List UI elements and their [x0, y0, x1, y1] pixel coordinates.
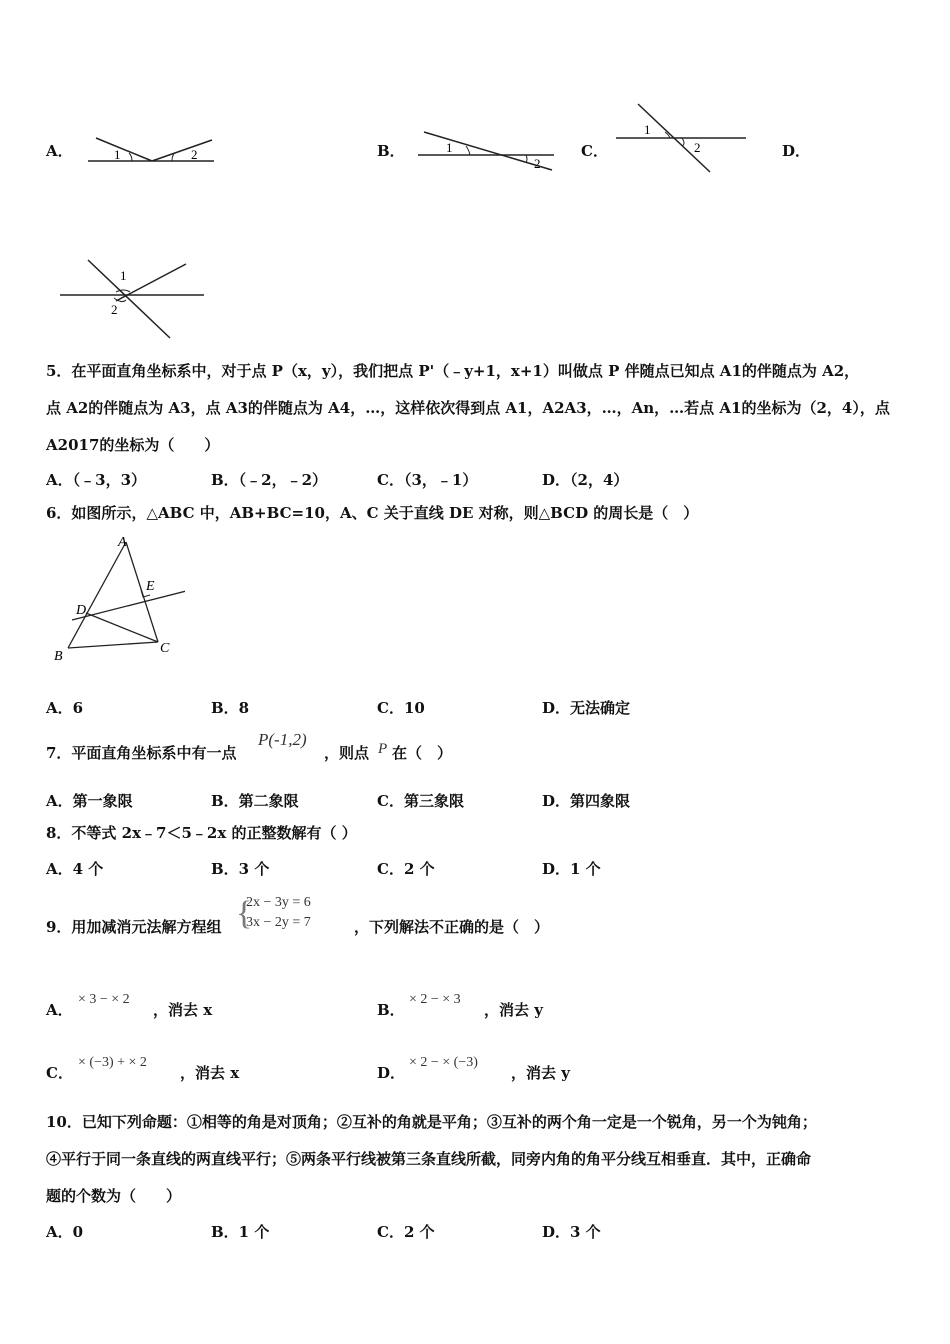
- q10-line-1: 10．已知下列命题：①相等的角是对顶角；②互补的角就是平角；③互补的两个角一定是一个锐角，另一个为钝角；: [46, 1113, 817, 1131]
- q5-line-3: A2017的坐标为（ ）: [46, 436, 220, 454]
- q9-option-c-letter[interactable]: C．: [46, 1064, 73, 1082]
- q6-option-c[interactable]: C．10: [377, 699, 425, 717]
- q9-stem-post: ，下列解法不正确的是（ ）: [354, 918, 550, 936]
- q9-option-b-letter[interactable]: B．: [377, 1001, 405, 1019]
- q5-option-d[interactable]: D．（2，4）: [542, 471, 629, 489]
- q7-point-p: P: [378, 741, 388, 757]
- q5-line-2: 点 A2的伴随点为 A3，点 A3的伴随点为 A4，…，这样依次得到点 A1，A2A3，…，An，…若点 A1的坐标为（2，4），点: [46, 399, 890, 417]
- q7-option-c[interactable]: C．第三象限: [377, 792, 464, 810]
- q6-option-a[interactable]: A．6: [46, 699, 84, 717]
- q10-option-a[interactable]: A．0: [46, 1223, 84, 1241]
- q4-d-angle-1: 1: [120, 268, 127, 283]
- q4-a-angle-2: 2: [191, 147, 198, 162]
- q6-option-b[interactable]: B．8: [211, 699, 250, 717]
- q9-option-c-expr: × (−3) + × 2: [78, 1055, 147, 1070]
- q4-b-angle-2: 2: [534, 156, 541, 171]
- q8-option-a[interactable]: A．4 个: [46, 860, 104, 878]
- q5-option-a[interactable]: A．（﹣3，3）: [46, 471, 147, 489]
- q9-stem-pre: 9．用加减消元法解方程组: [46, 918, 222, 936]
- q6-stem: 6．如图所示，△ABC 中，AB+BC=10，A、C 关于直线 DE 对称，则△BCD 的周长是（ ）: [46, 504, 699, 522]
- q9-option-a-tail: ，消去 x: [153, 1001, 213, 1019]
- q7-stem-end: 在（ ）: [392, 744, 453, 762]
- q6-triangle-figure: [50, 530, 185, 665]
- q9-eq-1: 2x − 3y = 6: [246, 895, 311, 910]
- q4-c-angle-2: 2: [694, 140, 701, 155]
- q10-option-c[interactable]: C．2 个: [377, 1223, 435, 1241]
- q4-c-angle-1: 1: [644, 122, 651, 137]
- q5-line-1: 5．在平面直角坐标系中，对于点 P（x，y），我们把点 P'（﹣y+1，x+1）叫做点 P 伴随点已知点 A1的伴随点为 A2，: [46, 362, 860, 380]
- q4-option-d-letter: D．: [782, 142, 811, 160]
- q4-d-angle-2: 2: [111, 302, 118, 317]
- q6-label-d: D: [76, 603, 87, 618]
- q10-line-2: ④平行于同一条直线的两直线平行；⑤两条平行线被第三条直线所截，同旁内角的角平分线互相垂直．其中，正确命: [46, 1150, 812, 1168]
- q8-option-d[interactable]: D．1 个: [542, 860, 601, 878]
- q4-figure-b: [416, 128, 556, 173]
- q4-figure-a: [86, 132, 216, 167]
- q9-option-a-expr: × 3 − × 2: [78, 992, 130, 1007]
- q5-option-b[interactable]: B．（﹣2，﹣2）: [211, 471, 328, 489]
- q6-label-b: B: [54, 649, 63, 664]
- q4-figure-c: [612, 100, 752, 174]
- q10-option-b[interactable]: B．1 个: [211, 1223, 270, 1241]
- q10-option-d[interactable]: D．3 个: [542, 1223, 601, 1241]
- q9-option-d-letter[interactable]: D．: [377, 1064, 406, 1082]
- q9-equation-system: { 2x − 3y = 6 3x − 2y = 7: [236, 895, 311, 932]
- q7-option-a[interactable]: A．第一象限: [46, 792, 133, 810]
- q9-eq-2: 3x − 2y = 7: [246, 915, 311, 930]
- q6-option-d[interactable]: D．无法确定: [542, 699, 631, 717]
- q9-option-d-tail: ，消去 y: [511, 1064, 570, 1082]
- q4-b-angle-1: 1: [446, 140, 453, 155]
- q6-label-a: A: [118, 535, 127, 550]
- q9-option-c-tail: ，消去 x: [180, 1064, 240, 1082]
- q4-a-angle-1: 1: [114, 147, 121, 162]
- q4-figure-d: [58, 256, 208, 342]
- q6-label-e: E: [146, 579, 155, 594]
- q7-stem-post: ，则点: [324, 744, 370, 762]
- q9-option-a-letter[interactable]: A．: [46, 1001, 73, 1019]
- q9-option-b-tail: ，消去 y: [484, 1001, 543, 1019]
- q4-option-a-letter: A．: [46, 142, 73, 160]
- q10-line-3: 题的个数为（ ）: [46, 1187, 182, 1205]
- q8-option-b[interactable]: B．3 个: [211, 860, 270, 878]
- q7-stem-pre: 7．平面直角坐标系中有一点: [46, 744, 237, 762]
- q4-option-c-letter: C．: [581, 142, 608, 160]
- q7-point: P(-1,2): [258, 730, 307, 749]
- q7-option-b[interactable]: B．第二象限: [211, 792, 299, 810]
- q7-option-d[interactable]: D．第四象限: [542, 792, 631, 810]
- q8-option-c[interactable]: C．2 个: [377, 860, 435, 878]
- q6-label-c: C: [160, 641, 170, 656]
- q9-option-d-expr: × 2 − × (−3): [409, 1055, 478, 1070]
- q5-option-c[interactable]: C．（3，﹣1）: [377, 471, 478, 489]
- q4-option-b-letter: B．: [377, 142, 405, 160]
- q9-option-b-expr: × 2 − × 3: [409, 992, 461, 1007]
- q8-stem: 8．不等式 2x﹣7＜5﹣2x 的正整数解有（ ）: [46, 824, 357, 842]
